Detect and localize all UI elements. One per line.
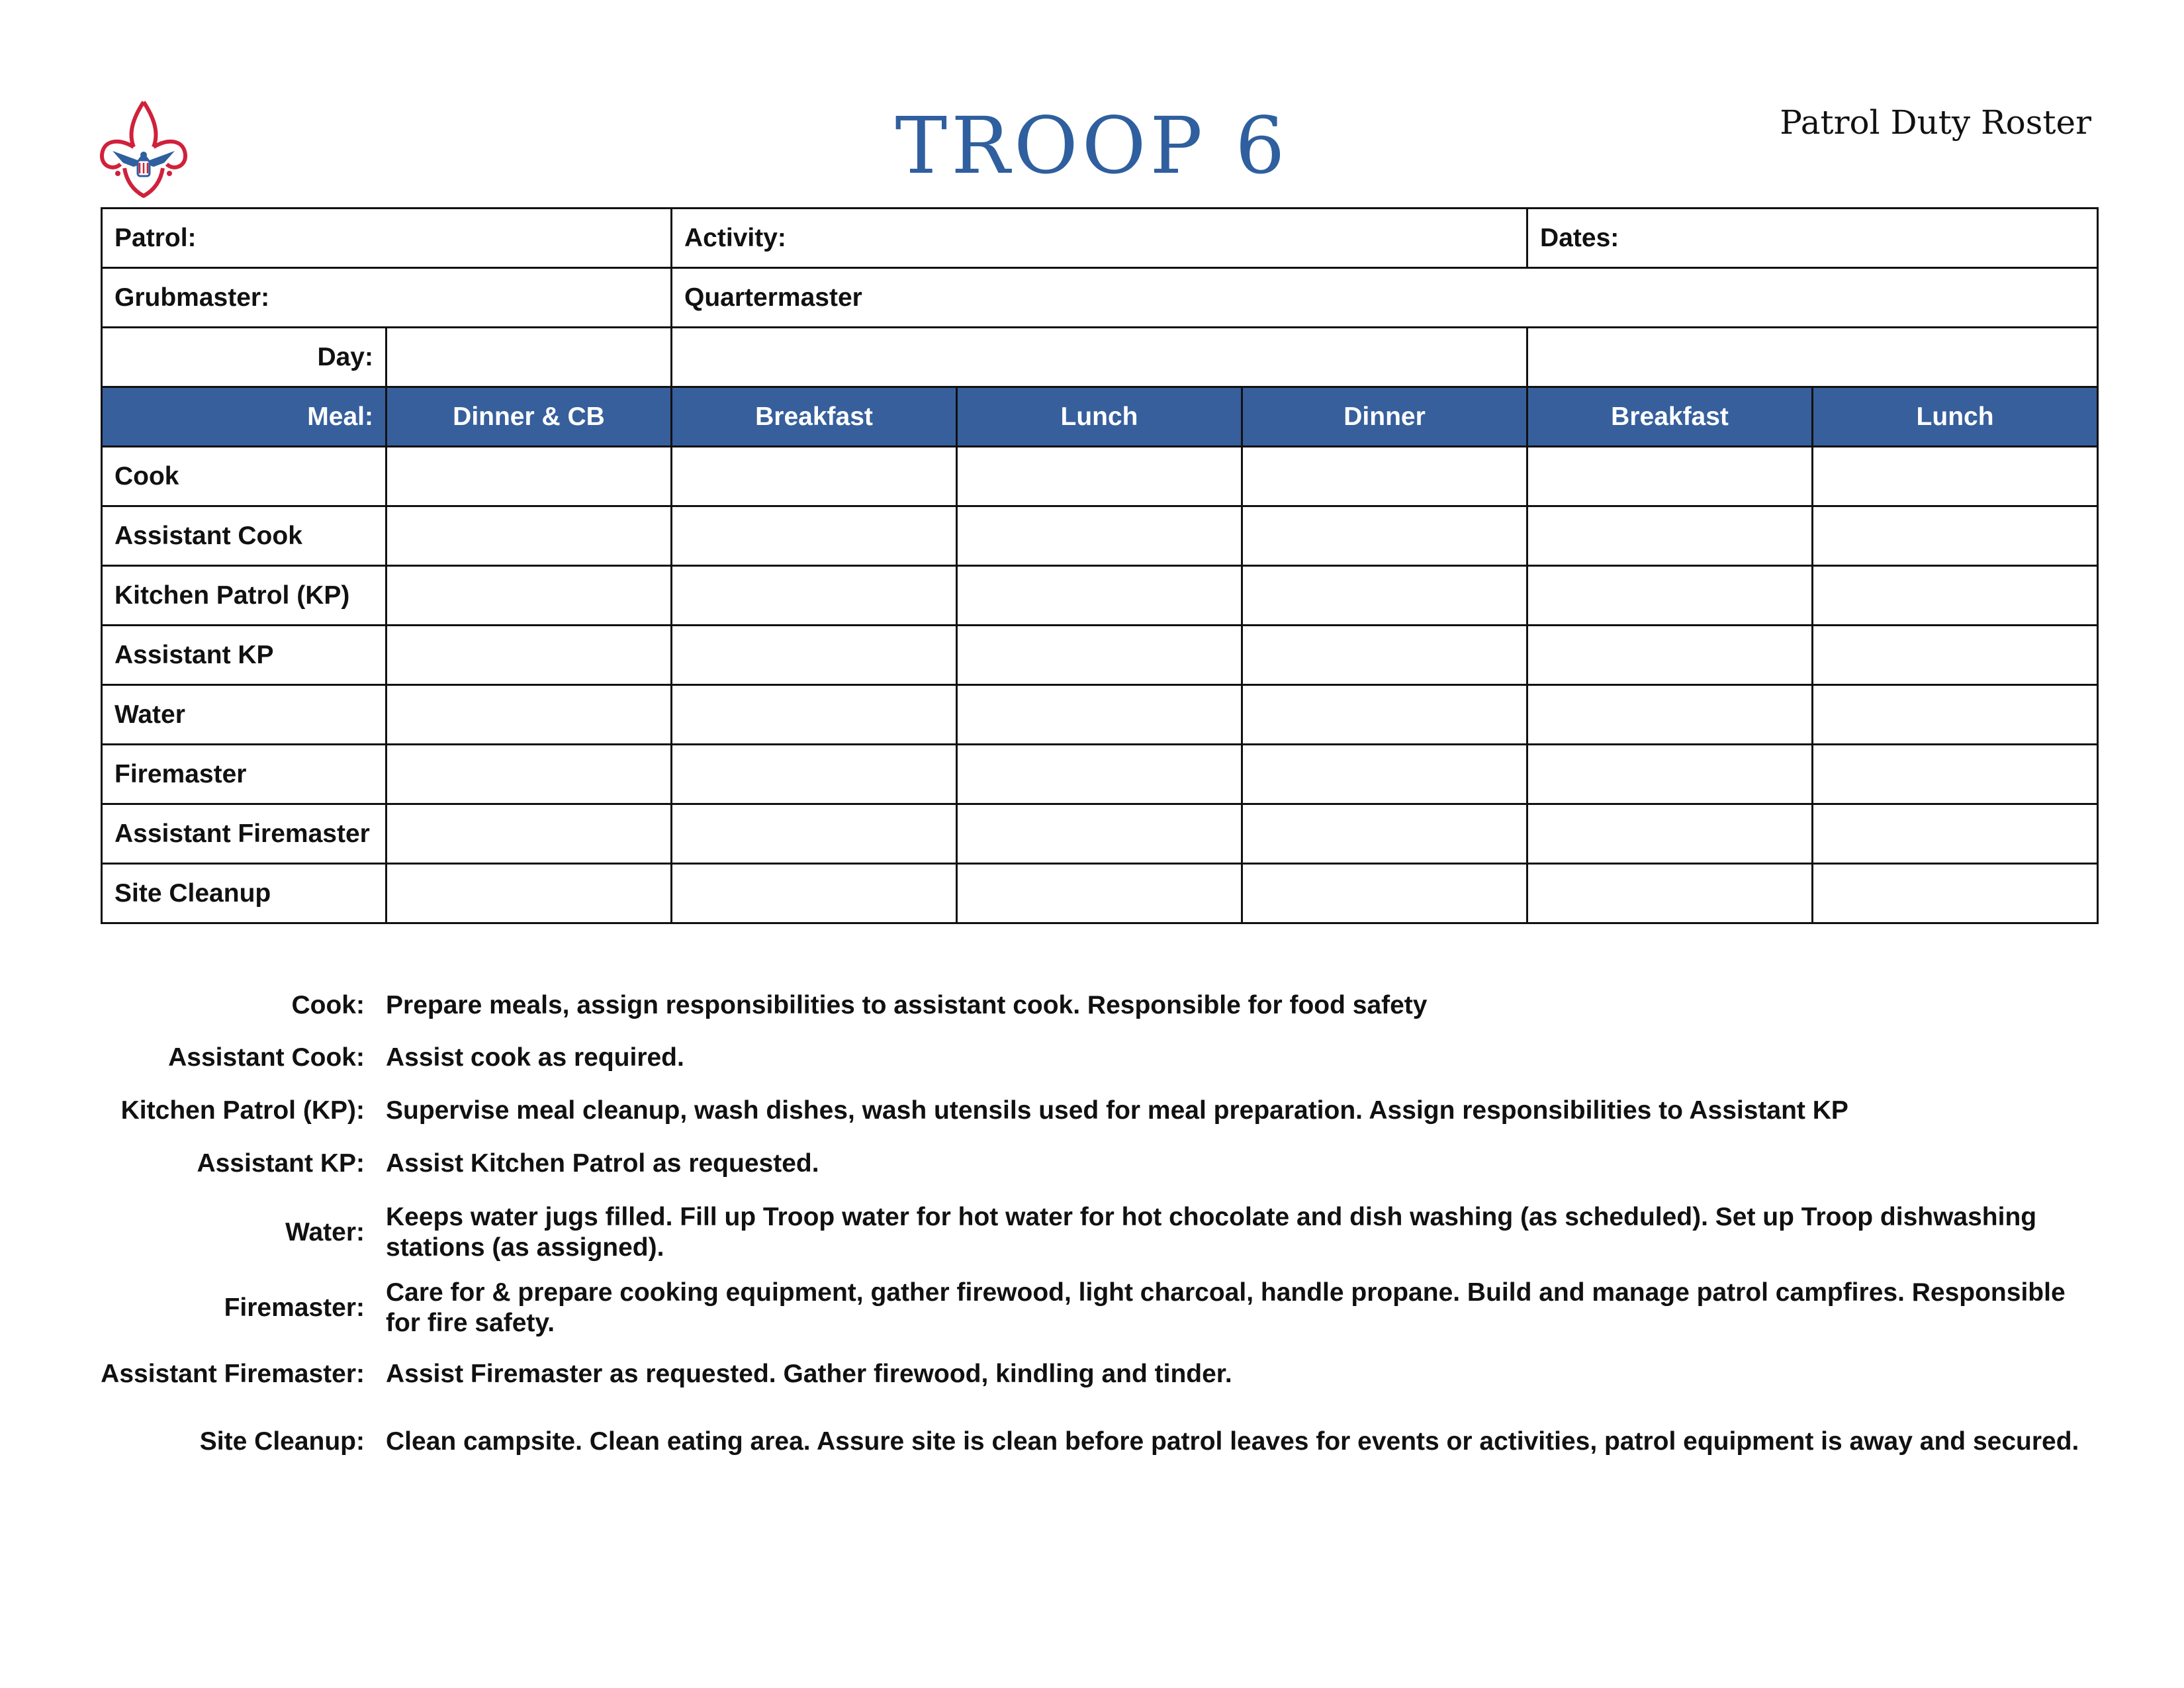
duty-descriptions — [101, 980, 2097, 1476]
duty-item — [101, 1407, 2097, 1476]
duty-item — [101, 1190, 2097, 1275]
assignment-cell[interactable] — [1242, 745, 1527, 804]
duty-label: Assistant Firemaster: — [101, 1360, 365, 1388]
duty-description: Assist cook as required. — [386, 1043, 684, 1072]
assignment-cell[interactable] — [1242, 626, 1527, 685]
assignment-cell[interactable] — [1242, 804, 1527, 864]
assignment-cell[interactable] — [387, 566, 672, 626]
meal-header-row — [102, 387, 2098, 447]
assignment-cell[interactable] — [957, 685, 1242, 745]
info-row-2 — [102, 268, 2098, 328]
role-row — [102, 685, 2098, 745]
page-title: TROOP 6 — [895, 100, 1289, 191]
meal-column-header: Lunch — [1813, 387, 2098, 447]
assignment-cell[interactable] — [1527, 506, 1813, 566]
assignment-cell[interactable] — [1813, 685, 2098, 745]
grubmaster-field[interactable] — [102, 268, 672, 328]
assignment-cell[interactable] — [387, 864, 672, 923]
duty-label: Assistant KP: — [197, 1149, 365, 1178]
role-row — [102, 745, 2098, 804]
duty-label: Kitchen Patrol (KP): — [120, 1096, 365, 1125]
duty-roster-table — [101, 207, 2099, 924]
assignment-cell[interactable] — [1527, 864, 1813, 923]
assignment-cell[interactable] — [957, 745, 1242, 804]
duty-label: Cook: — [291, 991, 365, 1019]
meal-column-header: Lunch — [957, 387, 1242, 447]
assignment-cell[interactable] — [1242, 566, 1527, 626]
meal-column-header: Breakfast — [672, 387, 957, 447]
assignment-cell[interactable] — [672, 864, 957, 923]
role-label: Assistant KP — [102, 626, 387, 685]
patrol-field[interactable] — [102, 209, 672, 268]
assignment-cell[interactable] — [672, 447, 957, 506]
assignment-cell[interactable] — [957, 566, 1242, 626]
activity-label: Activity: — [684, 223, 786, 252]
duty-label: Firemaster: — [224, 1293, 365, 1322]
role-row — [102, 506, 2098, 566]
role-label: Assistant Cook — [102, 506, 387, 566]
quartermaster-field[interactable] — [672, 268, 2098, 328]
duty-description: Assist Kitchen Patrol as requested. — [386, 1149, 819, 1178]
quartermaster-label: Quartermaster — [684, 283, 862, 312]
assignment-cell[interactable] — [387, 626, 672, 685]
info-row-1 — [102, 209, 2098, 268]
assignment-cell[interactable] — [1813, 864, 2098, 923]
assignment-cell[interactable] — [387, 506, 672, 566]
assignment-cell[interactable] — [1813, 626, 2098, 685]
assignment-cell[interactable] — [1242, 506, 1527, 566]
duty-item — [101, 1084, 2097, 1137]
duty-description: Supervise meal cleanup, wash dishes, wash utensils used for meal preparation. Assign responsibilities to Assistant KP — [386, 1096, 1848, 1125]
role-row — [102, 804, 2098, 864]
duty-item — [101, 1031, 2097, 1084]
assignment-cell[interactable] — [1527, 447, 1813, 506]
assignment-cell[interactable] — [957, 447, 1242, 506]
role-label: Water — [102, 685, 387, 745]
assignment-cell[interactable] — [1813, 745, 2098, 804]
assignment-cell[interactable] — [672, 804, 957, 864]
assignment-cell[interactable] — [672, 506, 957, 566]
assignment-cell[interactable] — [672, 685, 957, 745]
assignment-cell[interactable] — [1242, 447, 1527, 506]
page-subtitle: Patrol Duty Roster — [1780, 103, 2091, 142]
assignment-cell[interactable] — [672, 566, 957, 626]
assignment-cell[interactable] — [387, 804, 672, 864]
duty-label: Site Cleanup: — [199, 1427, 365, 1456]
duty-description: Prepare meals, assign responsibilities to assistant cook. Responsible for food safety — [386, 991, 1428, 1019]
role-label: Firemaster — [102, 745, 387, 804]
assignment-cell[interactable] — [387, 447, 672, 506]
day-label: Day: — [102, 328, 387, 387]
role-row — [102, 864, 2098, 923]
day-cell-3[interactable] — [1527, 328, 2098, 387]
role-label: Assistant Firemaster — [102, 804, 387, 864]
assignment-cell[interactable] — [957, 626, 1242, 685]
assignment-cell[interactable] — [1813, 447, 2098, 506]
dates-label: Dates: — [1540, 223, 1619, 252]
role-label: Kitchen Patrol (KP) — [102, 566, 387, 626]
day-cell-1[interactable] — [387, 328, 672, 387]
day-cell-2[interactable] — [672, 328, 1527, 387]
assignment-cell[interactable] — [957, 804, 1242, 864]
duty-description: Assist Firemaster as requested. Gather firewood, kindling and tinder. — [386, 1360, 1232, 1388]
role-row — [102, 566, 2098, 626]
assignment-cell[interactable] — [1527, 804, 1813, 864]
assignment-cell[interactable] — [387, 685, 672, 745]
day-row — [102, 328, 2098, 387]
assignment-cell[interactable] — [672, 626, 957, 685]
assignment-cell[interactable] — [1813, 804, 2098, 864]
assignment-cell[interactable] — [957, 864, 1242, 923]
activity-field[interactable] — [672, 209, 1527, 268]
duty-item — [101, 1341, 2097, 1407]
duty-description: Clean campsite. Clean eating area. Assure site is clean before patrol leaves for events or activities, patrol equipment is away and secured. — [386, 1427, 2079, 1456]
role-row — [102, 626, 2098, 685]
assignment-cell[interactable] — [387, 745, 672, 804]
duty-description: Keeps water jugs filled. Fill up Troop water for hot water for hot chocolate and dish washing (as scheduled). Set up Troop dishwashing stations (as assigned). — [386, 1203, 2037, 1262]
duty-item — [101, 1137, 2097, 1190]
duty-item — [101, 980, 2097, 1031]
meal-label: Meal: — [102, 387, 387, 447]
patrol-label: Patrol: — [114, 223, 197, 252]
assignment-cell[interactable] — [1527, 685, 1813, 745]
duty-item — [101, 1275, 2097, 1341]
role-label: Cook — [102, 447, 387, 506]
duty-label: Assistant Cook: — [168, 1043, 365, 1072]
meal-column-header: Dinner — [1242, 387, 1527, 447]
assignment-cell[interactable] — [1527, 626, 1813, 685]
assignment-cell[interactable] — [1242, 685, 1527, 745]
role-label: Site Cleanup — [102, 864, 387, 923]
dates-field[interactable] — [1527, 209, 2098, 268]
meal-column-header: Breakfast — [1527, 387, 1813, 447]
meal-column-header: Dinner & CB — [387, 387, 672, 447]
assignment-cell[interactable] — [1527, 745, 1813, 804]
assignment-cell[interactable] — [672, 745, 957, 804]
assignment-cell[interactable] — [1813, 506, 2098, 566]
grubmaster-label: Grubmaster: — [114, 283, 270, 312]
duty-label: Water: — [285, 1218, 365, 1246]
assignment-cell[interactable] — [1813, 566, 2098, 626]
assignment-cell[interactable] — [1527, 566, 1813, 626]
duty-description: Care for & prepare cooking equipment, gather firewood, light charcoal, handle propane. Build and manage patrol campfires. Responsible for fire safety. — [386, 1278, 2066, 1337]
assignment-cell[interactable] — [957, 506, 1242, 566]
assignment-cell[interactable] — [1242, 864, 1527, 923]
role-row — [102, 447, 2098, 506]
